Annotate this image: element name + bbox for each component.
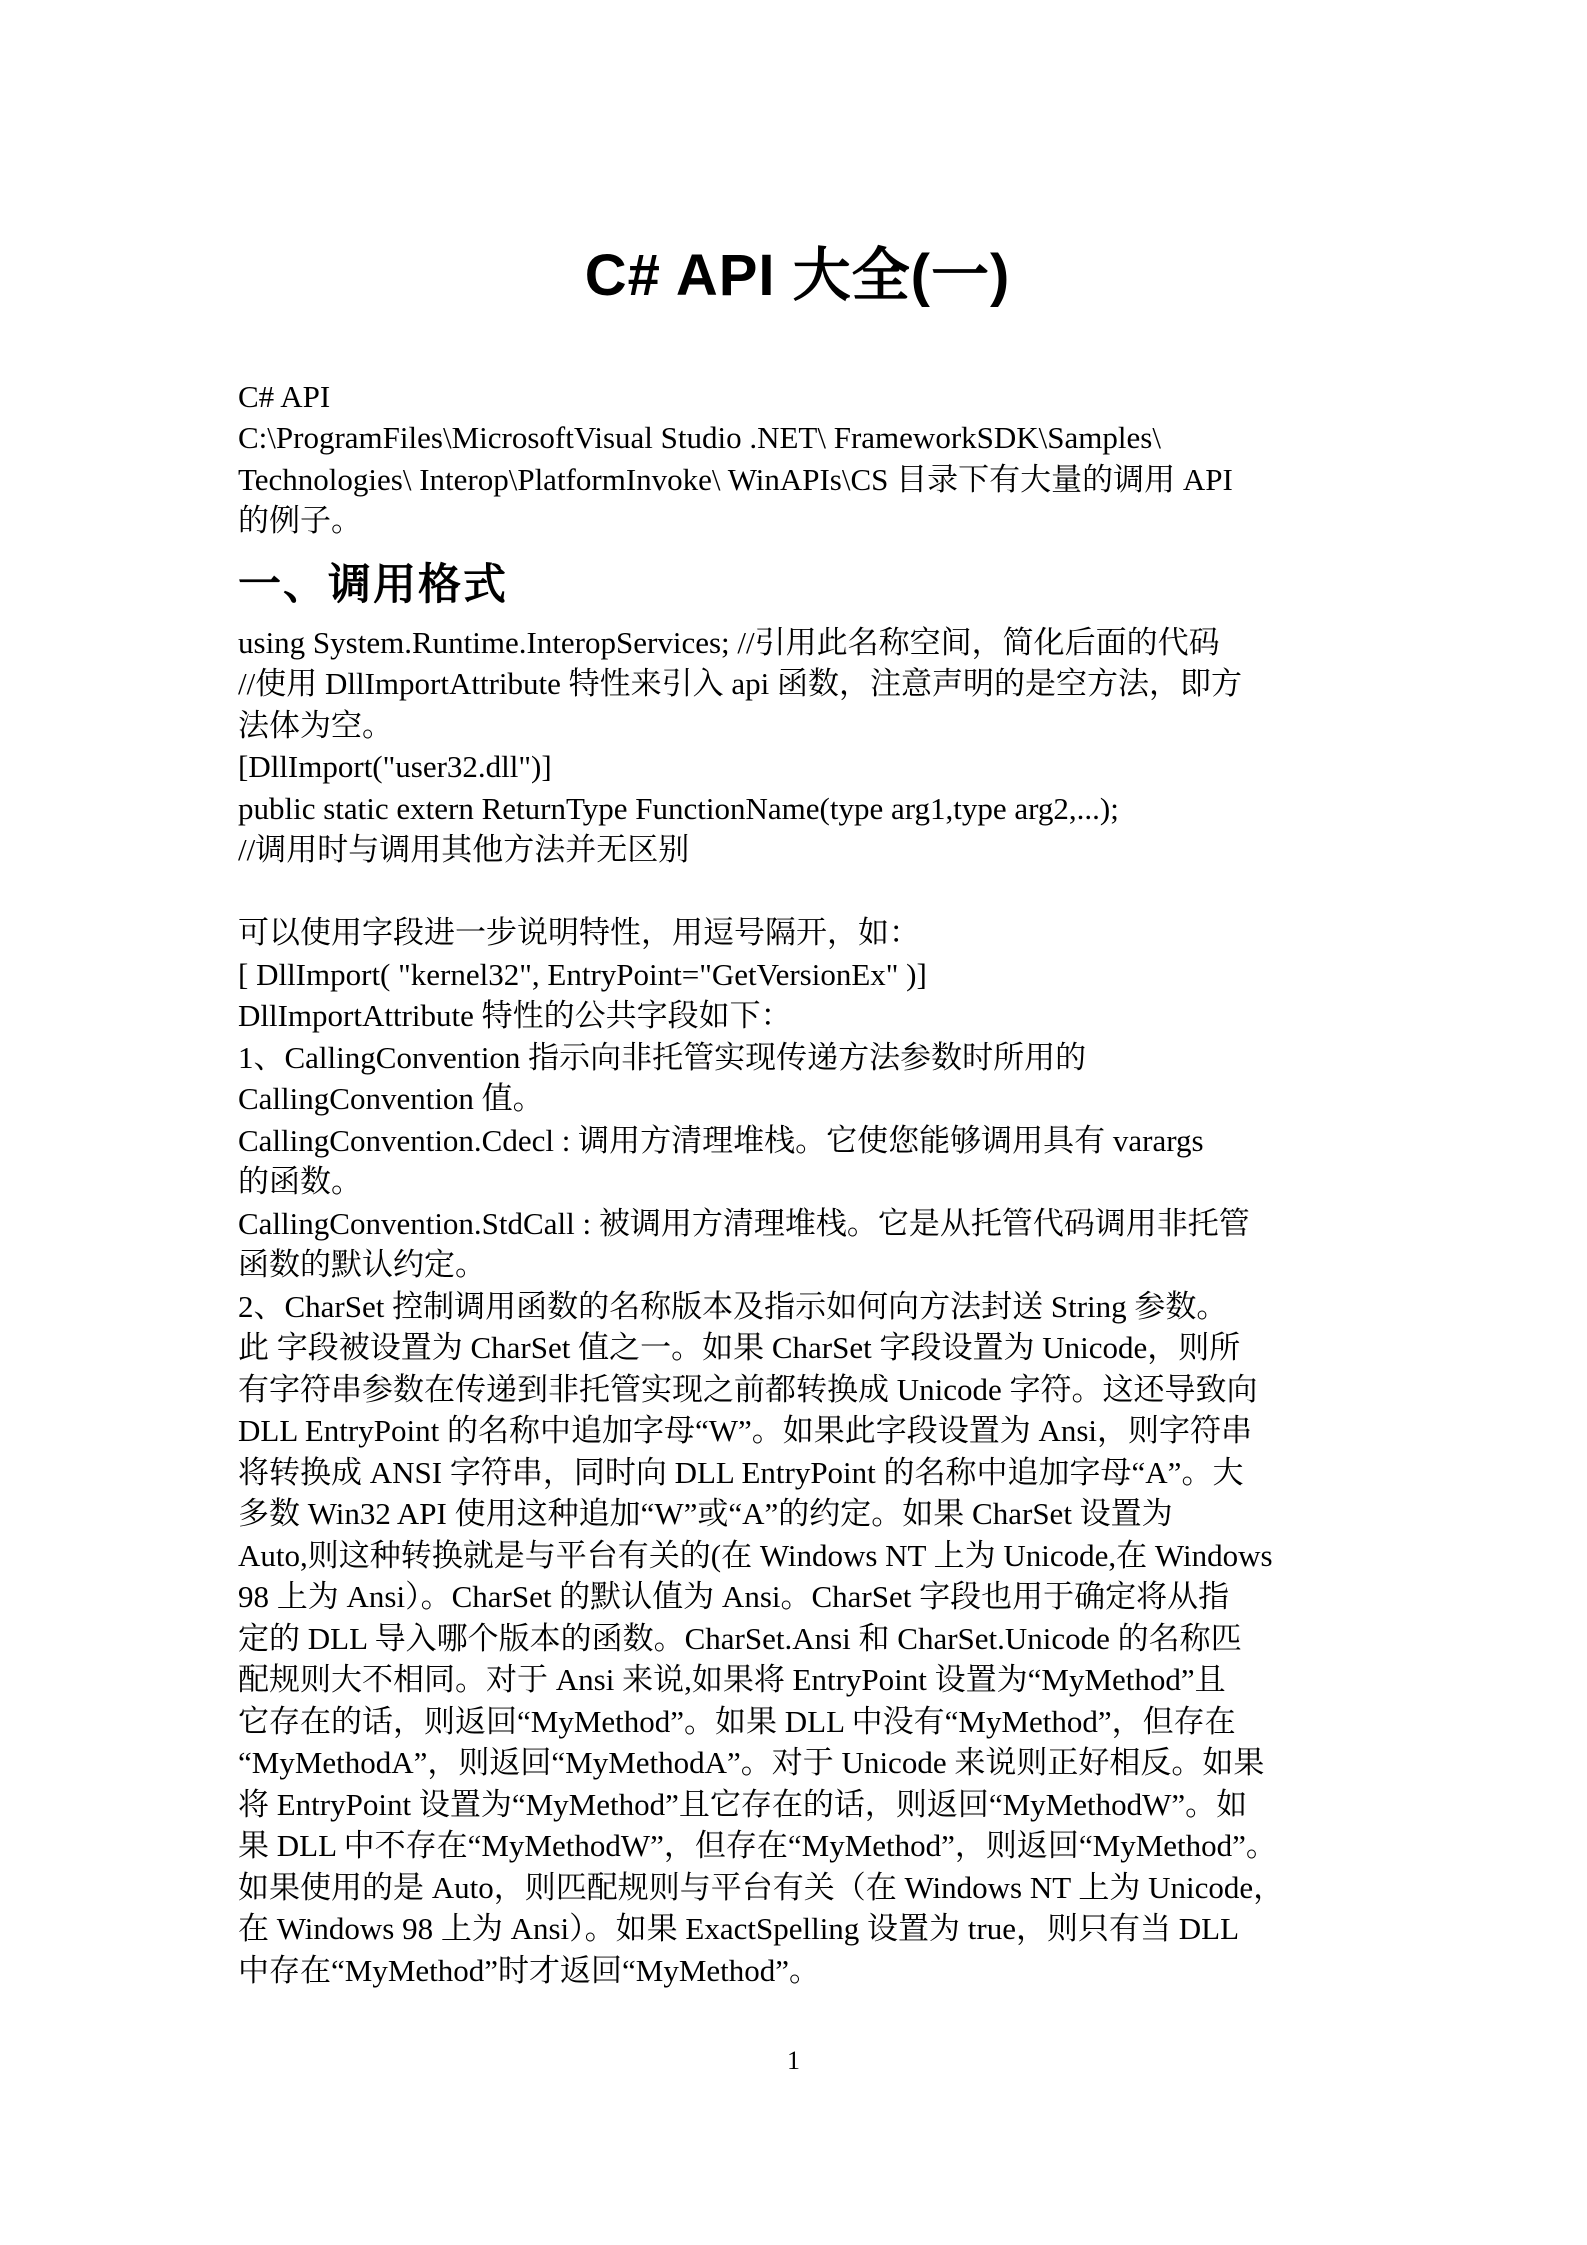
text-line: 果 DLL 中不存在“MyMethodW”，但存在“MyMethod”，则返回“MyMethod”。 bbox=[238, 1828, 1277, 1864]
text-line: 98 上为 Ansi）。CharSet 的默认值为 Ansi。CharSet 字段也用于确定将从指 bbox=[238, 1579, 1230, 1615]
text-line: 的例子。 bbox=[238, 503, 362, 539]
text-line: DLL EntryPoint 的名称中追加字母“W”。如果此字段设置为 Ansi，则字符串 bbox=[238, 1413, 1253, 1449]
text-line: 定的 DLL 导入哪个版本的函数。CharSet.Ansi 和 CharSet.Unicode 的名称匹 bbox=[238, 1620, 1242, 1656]
text-line: 法体为空。 bbox=[238, 707, 393, 743]
text-line: 如果使用的是 Auto，则匹配规则与平台有关（在 Windows NT 上为 Unicode， bbox=[238, 1869, 1285, 1905]
text-line: 的函数。 bbox=[238, 1164, 362, 1200]
text-line bbox=[238, 871, 1357, 913]
intro-paragraph bbox=[238, 376, 1357, 542]
text-line: Technologies\ Interop\PlatformInvoke\ WinAPIs\CS 目录下有大量的调用 API bbox=[238, 461, 1233, 497]
text-line: using System.Runtime.InteropServices; //引用此名称空间，简化后面的代码 bbox=[238, 624, 1220, 660]
text-line: 将转换成 ANSI 字符串，同时向 DLL EntryPoint 的名称中追加字母“A”。大 bbox=[238, 1454, 1244, 1490]
text-line: 它存在的话，则返回“MyMethod”。如果 DLL 中没有“MyMethod”，但存在 bbox=[238, 1703, 1236, 1739]
text-line: CallingConvention.StdCall : 被调用方清理堆栈。它是从托管代码调用非托管 bbox=[238, 1205, 1250, 1241]
text-line: 在 Windows 98 上为 Ansi）。如果 ExactSpelling 设置为 true，则只有当 DLL bbox=[238, 1911, 1240, 1947]
text-line: 函数的默认约定。 bbox=[238, 1247, 486, 1283]
text-line: 中存在“MyMethod”时才返回“MyMethod”。 bbox=[238, 1952, 821, 1988]
text-line: //调用时与调用其他方法并无区别 bbox=[238, 832, 690, 868]
page-title: C# API 大全(一) bbox=[584, 243, 1011, 308]
text-line: public static extern ReturnType FunctionName(type arg1,type arg2,...); bbox=[238, 790, 1119, 826]
text-line: [ DllImport( "kernel32", EntryPoint="GetVersionEx" )] bbox=[238, 956, 927, 992]
text-line: Auto,则这种转换就是与平台有关的(在 Windows NT 上为 Unicode,在 Windows bbox=[238, 1537, 1273, 1573]
text-line: 配规则大不相同。对于 Ansi 来说,如果将 EntryPoint 设置为“MyMethod”且 bbox=[238, 1662, 1226, 1698]
text-line: CallingConvention 值。 bbox=[238, 1081, 544, 1117]
text-line: //使用 DllImportAttribute 特性来引入 api 函数，注意声明的是空方法，即方 bbox=[238, 666, 1243, 702]
body-paragraph bbox=[238, 622, 1357, 1992]
text-line: 此 字段被设置为 CharSet 值之一。如果 CharSet 字段设置为 Unicode，则所 bbox=[238, 1330, 1241, 1366]
text-line: 将 EntryPoint 设置为“MyMethod”且它存在的话，则返回“MyMethodW”。如 bbox=[238, 1786, 1248, 1822]
page-number: 1 bbox=[787, 2046, 800, 2075]
text-line: 1、CallingConvention 指示向非托管实现传递方法参数时所用的 bbox=[238, 1039, 1087, 1075]
section-heading: 一、调用格式 bbox=[238, 560, 508, 609]
text-line: DllImportAttribute 特性的公共字段如下： bbox=[238, 998, 792, 1034]
text-line: 2、CharSet 控制调用函数的名称版本及指示如何向方法封送 String 参数。 bbox=[238, 1288, 1228, 1324]
text-line: 可以使用字段进一步说明特性，用逗号隔开，如： bbox=[238, 915, 920, 951]
text-line: 有字符串参数在传递到非托管实现之前都转换成 Unicode 字符。这还导致向 bbox=[238, 1371, 1258, 1407]
text-line: [DllImport("user32.dll")] bbox=[238, 749, 552, 785]
text-line: “MyMethodA”，则返回“MyMethodA”。对于 Unicode 来说则正好相反。如果 bbox=[238, 1745, 1265, 1781]
text-line: 多数 Win32 API 使用这种追加“W”或“A”的约定。如果 CharSet 设置为 bbox=[238, 1496, 1173, 1532]
text-line: C:\ProgramFiles\MicrosoftVisual Studio .NET\ FrameworkSDK\Samples\ bbox=[238, 420, 1161, 456]
text-line: C# API bbox=[238, 378, 331, 414]
text-line: CallingConvention.Cdecl : 调用方清理堆栈。它使您能够调用具有 varargs bbox=[238, 1122, 1204, 1158]
